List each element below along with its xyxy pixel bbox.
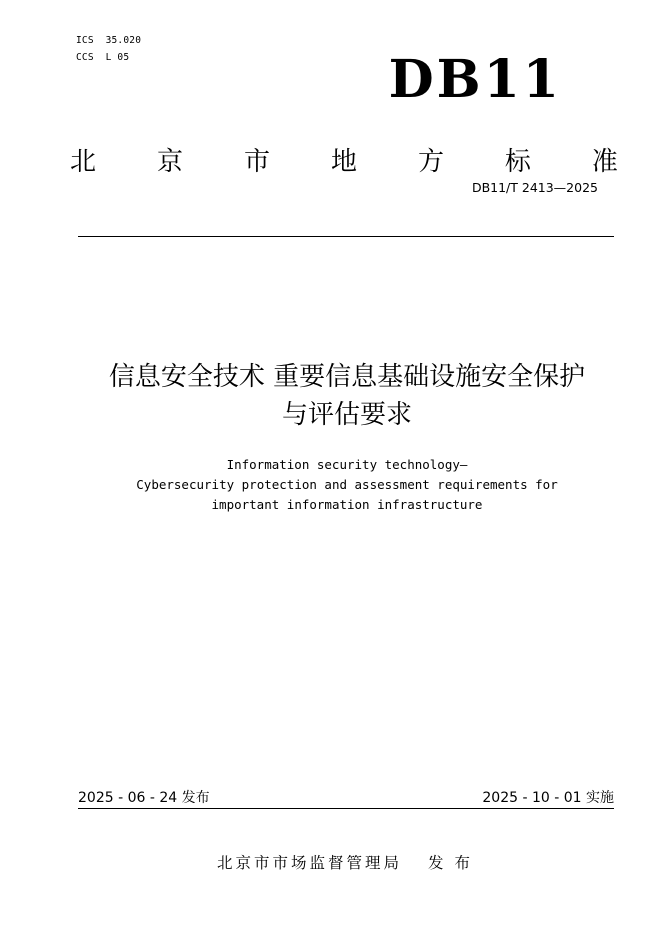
date-row (78, 788, 614, 808)
english-title-line: important information infrastructure (211, 497, 483, 512)
standard-mark: DB11 (388, 49, 562, 110)
standard-type-char: 方 (417, 147, 444, 177)
issuer-line (150, 852, 540, 874)
ccs-code: CCS L 05 (76, 52, 130, 63)
top-divider (78, 236, 614, 237)
classification-codes (76, 32, 141, 66)
ics-code: ICS 35.020 (76, 35, 142, 46)
english-title-line: Cybersecurity protection and assessment requirements for (136, 477, 558, 492)
issue-date: 2025 - 06 - 24 发布 (78, 790, 210, 806)
standard-type-char: 标 (504, 147, 531, 177)
standard-type-char: 京 (156, 147, 183, 177)
implementation-date: 2025 - 10 - 01 实施 (482, 790, 614, 806)
standard-type-char: 地 (330, 147, 357, 177)
chinese-title-line: 信息安全技术 重要信息基础设施安全保护 (108, 362, 586, 392)
standard-type-char: 市 (243, 147, 270, 177)
standard-type-heading (70, 143, 618, 181)
english-title (40, 455, 654, 515)
issuer-name: 北京市市场监督管理局 (217, 854, 403, 872)
english-title-line: Information security technology— (226, 457, 468, 472)
chinese-title-line: 与评估要求 (281, 400, 412, 430)
standard-type-char: 北 (70, 147, 97, 177)
standard-number: DB11/T 2413—2025 (471, 180, 598, 195)
bottom-divider (78, 808, 614, 809)
standard-type-char: 准 (591, 147, 618, 177)
chinese-title (40, 358, 654, 434)
publish-label: 发 布 (428, 854, 473, 872)
